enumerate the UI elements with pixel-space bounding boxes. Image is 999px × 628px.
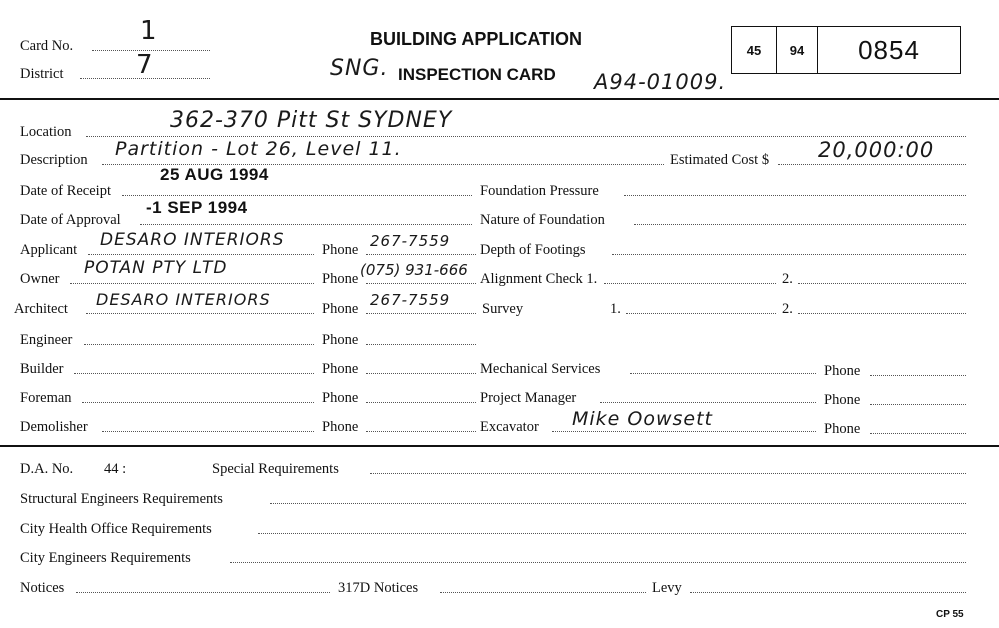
- notices-label: Notices: [20, 580, 65, 596]
- date-of-receipt-label: Date of Receipt: [20, 183, 111, 199]
- architect-value: DESARO INTERIORS: [96, 290, 271, 309]
- applicant-phone-value: 267-7559: [370, 232, 451, 250]
- owner-label: Owner: [20, 271, 60, 287]
- structural-requirements-label: Structural Engineers Requirements: [20, 491, 223, 507]
- excavator-label: Excavator: [480, 419, 539, 435]
- engineer-label: Engineer: [20, 332, 73, 348]
- foundation-pressure-label: Foundation Pressure: [480, 183, 599, 199]
- city-health-requirements-dots: [258, 533, 966, 534]
- applicant-phone-dots: [366, 254, 476, 255]
- nature-of-foundation-dots: [634, 224, 966, 225]
- project-manager-dots: [600, 402, 816, 403]
- project-manager-phone-label: Phone: [824, 392, 861, 408]
- special-requirements-label: Special Requirements: [212, 461, 339, 477]
- date-of-receipt-stamp: 25 AUG 1994: [160, 165, 269, 184]
- city-engineers-requirements-label: City Engineers Requirements: [20, 550, 191, 566]
- structural-requirements-dots: [270, 503, 966, 504]
- owner-phone-value: (075) 931-666: [360, 261, 468, 279]
- date-of-receipt-dots: [122, 195, 472, 196]
- excavator-phone-dots: [870, 433, 966, 434]
- survey-1-label: 1.: [610, 301, 621, 317]
- description-value: Partition - Lot 26, Level 11.: [115, 138, 402, 160]
- builder-phone-label: Phone: [322, 361, 359, 377]
- demolisher-label: Demolisher: [20, 419, 88, 435]
- excavator-value: Mike Oowsett: [572, 408, 714, 430]
- architect-phone-value: 267-7559: [370, 291, 451, 309]
- card-no-value: 1: [140, 16, 158, 46]
- date-of-approval-stamp: -1 SEP 1994: [146, 198, 248, 217]
- architect-label: Architect: [14, 301, 68, 317]
- demolisher-dots: [102, 431, 314, 432]
- alignment-check-label: Alignment Check 1.: [480, 271, 598, 287]
- applicant-value: DESARO INTERIORS: [100, 230, 285, 250]
- engineer-phone-label: Phone: [322, 332, 359, 348]
- depth-of-footings-label: Depth of Footings: [480, 242, 586, 258]
- da-no-label: D.A. No.: [20, 461, 74, 477]
- notices-dots: [76, 592, 330, 593]
- special-requirements-dots: [370, 473, 966, 474]
- architect-dots: [86, 313, 314, 314]
- levy-dots: [690, 592, 966, 593]
- card-no-label: Card No.: [20, 38, 74, 54]
- owner-value: POTAN PTY LTD: [84, 258, 228, 278]
- district-value: 7: [136, 50, 154, 80]
- date-of-approval-dots: [140, 224, 472, 225]
- code-box-cell: 94: [777, 27, 818, 73]
- date-of-approval-label: Date of Approval: [20, 212, 121, 228]
- survey-2-label: 2.: [782, 301, 793, 317]
- handwritten-prefix: SNG.: [330, 56, 389, 81]
- applicant-phone-label: Phone: [322, 242, 359, 258]
- code-box-number: 0854: [858, 34, 920, 65]
- owner-phone-dots: [366, 283, 476, 284]
- project-manager-label: Project Manager: [480, 390, 577, 406]
- city-engineers-requirements-dots: [230, 562, 966, 563]
- alignment-check-2-label: 2.: [782, 271, 793, 287]
- survey-label: Survey: [482, 301, 524, 317]
- owner-phone-label: Phone: [322, 271, 359, 287]
- handwritten-ref: A94-01009.: [594, 70, 727, 94]
- alignment-check-2-dots: [798, 283, 966, 284]
- nature-of-foundation-label: Nature of Foundation: [480, 212, 605, 228]
- mechanical-services-phone-label: Phone: [824, 363, 861, 379]
- location-dots: [86, 136, 966, 137]
- mechanical-services-phone-dots: [870, 375, 966, 376]
- da-no-value: 44 :: [104, 461, 127, 477]
- owner-dots: [70, 283, 314, 284]
- builder-dots: [74, 373, 314, 374]
- demolisher-phone-label: Phone: [322, 419, 359, 435]
- foundation-pressure-dots: [624, 195, 966, 196]
- excavator-phone-label: Phone: [824, 421, 861, 437]
- district-label: District: [20, 66, 64, 82]
- builder-phone-dots: [366, 373, 476, 374]
- foreman-phone-label: Phone: [322, 390, 359, 406]
- excavator-dots: [552, 431, 816, 432]
- description-label: Description: [20, 152, 88, 168]
- city-health-requirements-label: City Health Office Requirements: [20, 521, 212, 537]
- notices-317d-dots: [440, 592, 646, 593]
- alignment-check-1-dots: [604, 283, 776, 284]
- estimated-cost-value: 20,000:00: [818, 138, 935, 162]
- project-manager-phone-dots: [870, 404, 966, 405]
- code-box-cell: 45: [732, 27, 777, 73]
- builder-label: Builder: [20, 361, 64, 377]
- mechanical-services-label: Mechanical Services: [480, 361, 601, 377]
- demolisher-phone-dots: [366, 431, 476, 432]
- engineer-phone-dots: [366, 344, 476, 345]
- estimated-cost-label: Estimated Cost $: [670, 152, 770, 168]
- header-divider: [0, 98, 999, 100]
- notices-317d-label: 317D Notices: [338, 580, 419, 596]
- survey-2-dots: [798, 313, 966, 314]
- location-label: Location: [20, 124, 72, 140]
- form-title-line1: BUILDING APPLICATION: [370, 29, 582, 49]
- estimated-cost-dots: [778, 164, 966, 165]
- levy-label: Levy: [652, 580, 682, 596]
- survey-1-dots: [626, 313, 776, 314]
- applicant-dots: [88, 254, 314, 255]
- foreman-phone-dots: [366, 402, 476, 403]
- mechanical-services-dots: [630, 373, 816, 374]
- foreman-dots: [82, 402, 314, 403]
- location-value: 362-370 Pitt St SYDNEY: [170, 108, 453, 133]
- form-title-line2: INSPECTION CARD: [398, 65, 556, 84]
- code-box: [731, 26, 961, 74]
- architect-phone-dots: [366, 313, 476, 314]
- architect-phone-label: Phone: [322, 301, 359, 317]
- engineer-dots: [84, 344, 314, 345]
- applicant-label: Applicant: [20, 242, 78, 258]
- depth-of-footings-dots: [612, 254, 966, 255]
- form-code: CP 55: [936, 609, 964, 620]
- foreman-label: Foreman: [20, 390, 72, 406]
- section-divider: [0, 445, 999, 447]
